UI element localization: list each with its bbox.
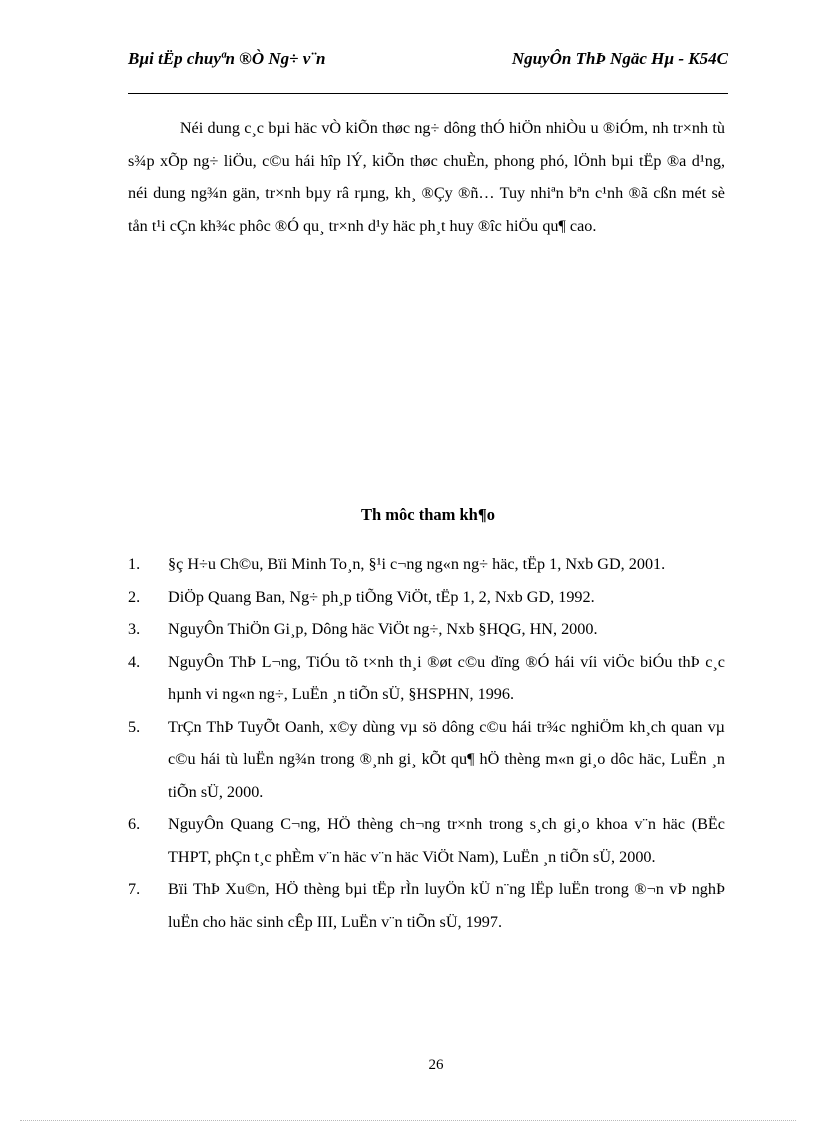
reference-number: 2.: [128, 587, 141, 606]
reference-item: [128, 581, 725, 614]
reference-item: [128, 808, 725, 873]
reference-item: [128, 613, 725, 646]
reference-item: [128, 548, 725, 581]
reference-number: 6.: [128, 815, 141, 833]
reference-text: TrÇn ThÞ TuyÕt Oanh, x©y dùng vµ sö dông c©u hái tr¾c nghiÖm kh¸ch quan vµ c©u hái tù luËn ng¾n trong ®¸nh gi¸ kÕt qu¶ hÖ thèng m«n gi¸o dôc häc, LuËn ¸n tiÕn sÜ, 2000.: [168, 717, 725, 801]
reference-text: Bïi ThÞ Xu©n, HÖ thèng bµi tËp rÌn luyÖn kÜ n¨ng lËp luËn trong ®¬n vÞ nghÞ luËn cho häc sinh cÊp III, LuËn v¨n tiÕn sÜ, 1997.: [168, 880, 725, 931]
reference-text: NguyÔn ThiÖn Gi¸p, Dông häc ViÖt ng÷, Nxb §HQG, HN, 2000.: [168, 620, 598, 638]
reference-item: [128, 711, 725, 809]
reference-item: [128, 873, 725, 938]
page-number: 26: [428, 1057, 444, 1073]
reference-item: [128, 646, 725, 711]
header-divider: [128, 93, 728, 94]
intro-paragraph: Néi dung c¸c bµi häc vÒ kiÕn thøc ng÷ dông thÓ hiÖn nhiÒu u ®iÓm, nh tr×nh tù s¾p xÕp ng÷ liÖu, c©u hái hîp lÝ, kiÕn thøc chuÈn, phong phó, lÖnh bµi tËp ®a d¹ng, néi dung ng¾n gän, tr×nh bµy râ rµng, kh¸ ®Çy ®ñ… Tuy nhiªn bªn c¹nh ®ã cßn mét sè tån t¹i cÇn kh¾c phôc ®Ó qu¸ tr×nh d¹y häc ph¸t huy ®îc hiÖu qu¶ cao.: [128, 119, 725, 235]
reference-text: NguyÔn ThÞ L¬ng, TiÓu tõ t×nh th¸i ®øt c©u dïng ®Ó hái víi viÖc biÓu thÞ c¸c hµnh vi ng«n ng÷, LuËn ¸n tiÕn sÜ, §HSPHN, 1996.: [168, 652, 725, 703]
reference-number: 4.: [128, 652, 141, 671]
reference-number: 7.: [128, 880, 141, 898]
page-bottom-border: [20, 1120, 796, 1121]
reference-number: 5.: [128, 717, 141, 736]
reference-number: 1.: [128, 555, 141, 573]
header-right-author: NguyÔn ThÞ Ngäc Hµ - K54C: [511, 49, 728, 68]
reference-text: DiÖp Quang Ban, Ng÷ ph¸p tiÕng ViÖt, tËp 1, 2, Nxb GD, 1992.: [168, 587, 595, 606]
references-title: Th môc tham kh¶o: [360, 505, 496, 524]
reference-text: NguyÔn Quang C¬ng, HÖ thèng ch¬ng tr×nh trong s¸ch gi¸o khoa v¨n häc (BËc THPT, phÇn t¸c phÈm v¨n häc v¨n häc ViÖt Nam), LuËn ¸n tiÕn sÜ, 2000.: [168, 815, 725, 866]
reference-number: 3.: [128, 620, 141, 638]
reference-text: §ç H÷u Ch©u, Bïi Minh To¸n, §¹i c¬ng ng«n ng÷ häc, tËp 1, Nxb GD, 2001.: [168, 555, 666, 573]
header-left-title: Bµi tËp chuyªn ®Ò Ng÷ v¨n: [128, 49, 326, 68]
references-list: [128, 548, 725, 938]
